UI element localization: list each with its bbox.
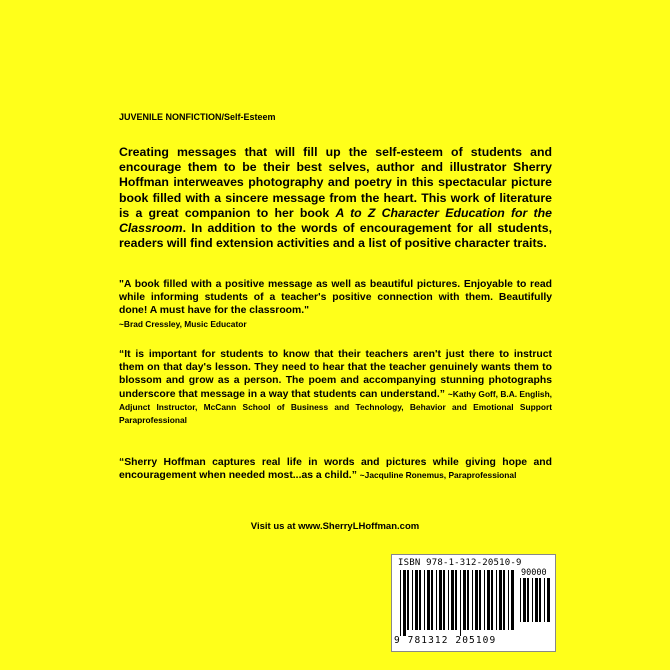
- barcode-bar: [511, 570, 514, 630]
- barcode-bar: [523, 578, 526, 622]
- barcode-bar: [451, 570, 454, 630]
- barcode-bar: [455, 570, 457, 630]
- barcode-bar: [479, 570, 481, 630]
- barcode-bar: [535, 578, 538, 622]
- barcode-bar: [427, 570, 430, 630]
- barcode-bar: [484, 570, 485, 630]
- barcode-bar: [415, 570, 418, 630]
- barcode-bar: [439, 570, 442, 630]
- barcode-bar: [448, 570, 449, 630]
- testimonial-attribution: ~Kathy Goff, B.A. English, Adjunct Instructor, McCann School of Business and Technology, Behavior and Emotional Support Paraprofessional: [119, 388, 553, 426]
- barcode-bar: [400, 570, 401, 636]
- testimonial-2: [119, 348, 552, 427]
- description-text-end: . In addition to the words of encouragement for all students, readers will find extension activities and a list of positive character traits.: [119, 221, 552, 251]
- barcode-bar: [496, 570, 497, 630]
- barcode-bar: [491, 570, 493, 630]
- barcode-bar: [424, 570, 425, 630]
- barcode-bar: [503, 570, 505, 630]
- barcode-bar: [407, 570, 409, 630]
- barcode-bar: [436, 570, 437, 630]
- testimonial-text: "A book filled with a positive message as well as beautiful pictures. Enjoyable to read while informing students of a teacher's positive connection with them. Beautifully done! A must have for the classroom.": [119, 279, 552, 317]
- price-code: 90000: [521, 568, 547, 578]
- barcode-bar: [467, 570, 469, 630]
- testimonial-3: [119, 456, 552, 482]
- ean-digits: 9 781312 205109: [394, 635, 497, 646]
- barcode-bar: [520, 578, 521, 622]
- testimonial-attribution: ~Jacquline Ronemus, Paraprofessional: [359, 470, 517, 481]
- ean-barcode-bars: [400, 570, 516, 636]
- barcode-bar: [431, 570, 433, 630]
- testimonial-text: “It is important for students to know that their teachers aren't just there to instruct them on that day's lesson. They need to hear that the teacher genuinely wants them to blossom and grow as a person. The poem and accompanying stunning photographs underscore that message in a way that students can understand.”: [119, 349, 552, 400]
- testimonial-text: “Sherry Hoffman captures real life in words and pictures while giving hope and encouragement when needed most...as a child.”: [119, 457, 552, 482]
- companion-book-title: A to Z Character Education for the Classroom: [119, 205, 553, 236]
- barcode-bar: [539, 578, 541, 622]
- barcode-bar: [460, 570, 461, 636]
- price-barcode-bars: [520, 578, 550, 628]
- book-description: [119, 145, 552, 251]
- barcode-bar: [463, 570, 466, 630]
- description-text: Creating messages that will fill up the self-esteem of students and encourage them to be their best selves, author and illustrator Sherry Hoffman interweaves photography and poetry in this spectacular picture book filled with a sincere message from the heart. This work of literature is a great companion to her book: [119, 145, 552, 220]
- barcode-bar: [472, 570, 473, 630]
- barcode-bar: [419, 570, 421, 630]
- isbn-barcode: [391, 554, 556, 652]
- barcode-bar: [527, 578, 529, 622]
- barcode-bar: [487, 570, 490, 630]
- barcode-bar: [508, 570, 509, 630]
- barcode-bar: [403, 570, 406, 636]
- testimonial-1: [119, 278, 552, 331]
- isbn-label: ISBN 978-1-312-20510-9: [398, 558, 522, 568]
- testimonial-attribution: ~Brad Cressley, Music Educator: [119, 318, 247, 329]
- barcode-bar: [547, 578, 550, 622]
- barcode-bar: [475, 570, 478, 630]
- barcode-bar: [499, 570, 502, 630]
- category-label: JUVENILE NONFICTION/Self-Esteem: [119, 112, 276, 122]
- website-link: Visit us at www.SherryLHoffman.com: [250, 521, 420, 532]
- barcode-bar: [532, 578, 533, 622]
- barcode-bar: [544, 578, 545, 622]
- barcode-bar: [443, 570, 445, 630]
- barcode-bar: [412, 570, 413, 630]
